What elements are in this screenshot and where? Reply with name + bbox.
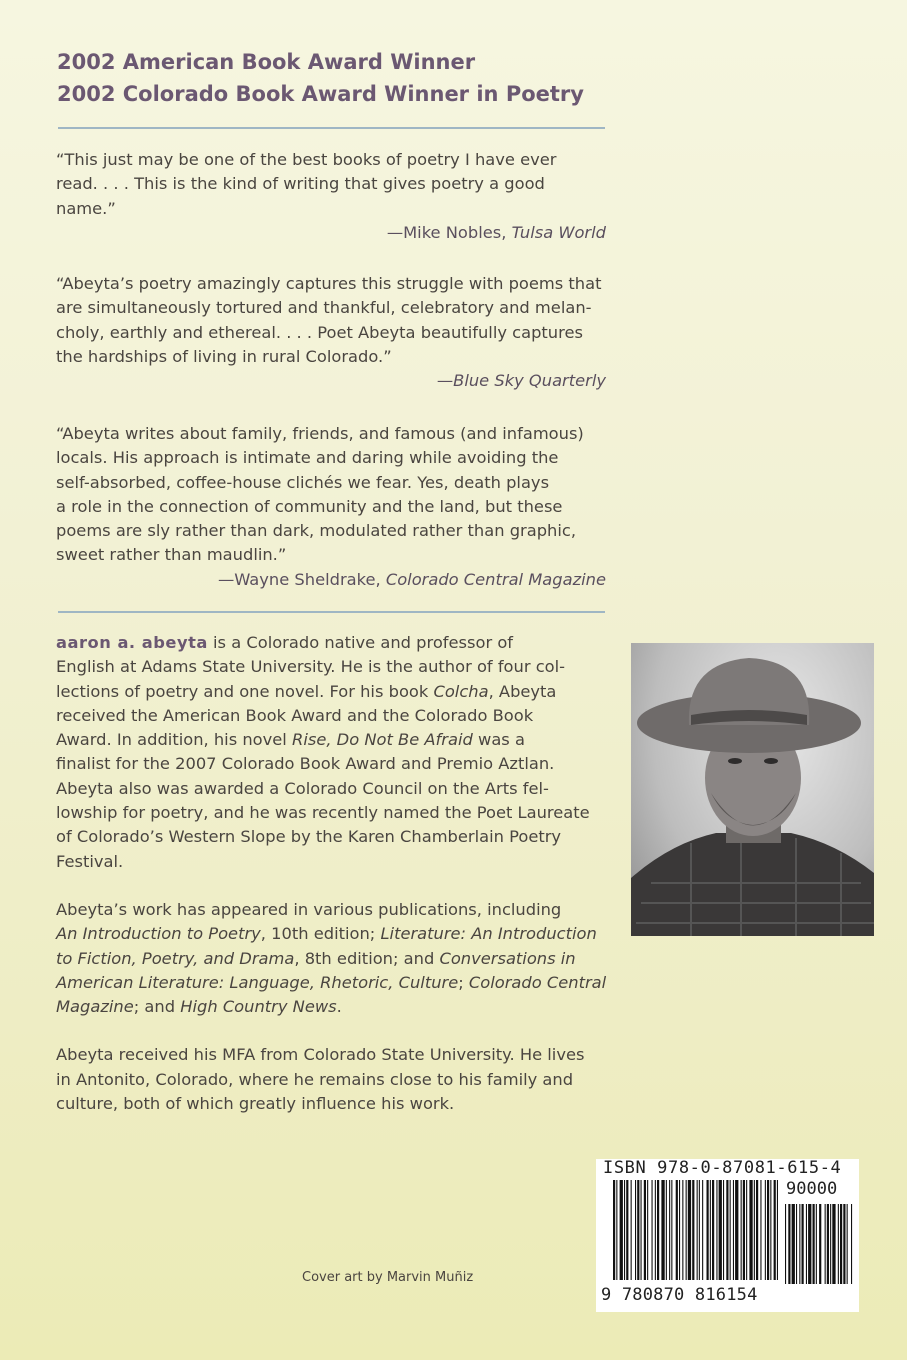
awards-block: [57, 46, 584, 110]
quote-attribution: —Mike Nobles, Tulsa World: [386, 222, 606, 242]
divider-bio: [58, 611, 605, 613]
quote-line: locals. His approach is intimate and daring while avoiding the: [56, 448, 559, 468]
bio-line: lowship for poetry, and he was recently named the Poet Laureate: [56, 803, 590, 823]
review-quote-1: [56, 148, 606, 245]
bio-line: lections of poetry and one novel. For his book Colcha, Abeyta: [56, 681, 557, 701]
cover-art-credit: Cover art by Marvin Muñiz: [302, 1270, 474, 1285]
bio-line: English at Adams State University. He is the author of four col-: [56, 657, 566, 677]
price-code: 90000: [786, 1179, 838, 1199]
bio-line: Abeyta’s work has appeared in various publications, including: [56, 899, 562, 919]
quote-line: “Abeyta’s poetry amazingly captures this struggle with poems that: [56, 274, 602, 293]
bio-line: An Introduction to Poetry, 10th edition; Literature: An Introduction: [56, 924, 597, 944]
author-photo: [631, 643, 874, 936]
award-american-book: 2002 American Book Award Winner: [57, 50, 476, 74]
award-colorado-book: 2002 Colorado Book Award Winner in Poetry: [57, 82, 584, 106]
isbn-number: ISBN 978-0-87081-615-4: [603, 1158, 842, 1178]
bio-line: Abeyta received his MFA from Colorado State University. He lives: [56, 1045, 585, 1065]
bio-line: Award. In addition, his novel Rise, Do Not Be Afraid was a: [56, 730, 525, 750]
bio-line: in Antonito, Colorado, where he remains close to his family and: [56, 1069, 574, 1089]
divider-top: [58, 127, 605, 129]
review-quote-2: [56, 272, 606, 393]
bio-line: to Fiction, Poetry, and Drama, 8th edition; and Conversations in: [56, 948, 576, 968]
quote-line: poems are sly rather than dark, modulated rather than graphic,: [56, 521, 576, 541]
bio-line: aaron a. abeyta is a Colorado native and professor of: [56, 633, 514, 652]
ean-number: 9 780870 816154: [601, 1285, 758, 1305]
quote-line: are simultaneously tortured and thankful, celebratory and melan-: [56, 298, 592, 318]
quote-attribution: —Wayne Sheldrake, Colorado Central Magazine: [217, 569, 606, 589]
bio-line: received the American Book Award and the Colorado Book: [56, 705, 534, 725]
quote-line: self-absorbed, coffee-house clichés we fear. Yes, death plays: [56, 472, 550, 492]
quote-attribution: —Blue Sky Quarterly: [436, 371, 606, 391]
bio-line: culture, both of which greatly influence his work.: [56, 1094, 455, 1114]
bio-line: Abeyta also was awarded a Colorado Council on the Arts fel-: [56, 778, 549, 798]
quote-line: sweet rather than maudlin.”: [56, 545, 287, 565]
bio-line: of Colorado’s Western Slope by the Karen Chamberlain Poetry: [56, 827, 562, 847]
bio-line: Magazine; and High Country News.: [56, 997, 342, 1017]
quote-line: name.”: [56, 198, 116, 218]
review-quote-3: [56, 422, 606, 592]
bio-line: American Literature: Language, Rhetoric, Culture; Colorado Central: [56, 972, 607, 992]
author-name: aaron a. abeyta: [56, 633, 208, 652]
bio-line: finalist for the 2007 Colorado Book Award and Premio Aztlan.: [56, 754, 555, 774]
quote-line: the hardships of living in rural Colorado.”: [56, 346, 392, 366]
bio-line: Festival.: [56, 851, 124, 871]
quote-line: read. . . . This is the kind of writing that gives poetry a good: [56, 174, 545, 194]
author-bio: [56, 631, 616, 1116]
quote-line: a role in the connection of community and the land, but these: [56, 496, 563, 516]
quote-line: “This just may be one of the best books of poetry I have ever: [56, 150, 557, 169]
quote-line: choly, earthly and ethereal. . . . Poet Abeyta beautifully captures: [56, 322, 583, 342]
quote-line: “Abeyta writes about family, friends, and famous (and infamous): [56, 424, 584, 443]
